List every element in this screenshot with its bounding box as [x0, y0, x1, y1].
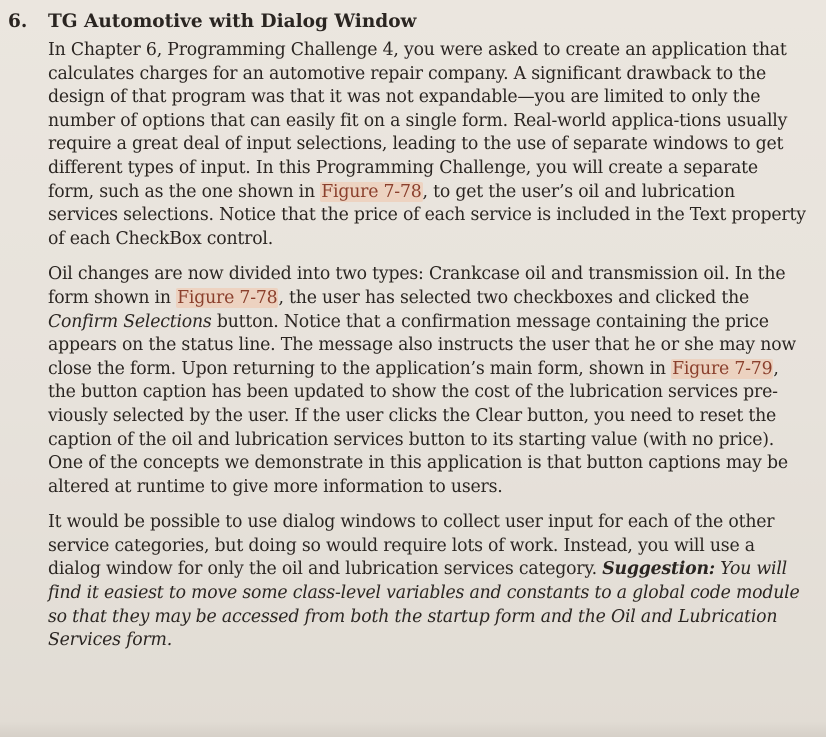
- suggestion-text: You will find it easiest to move some class-level variables and constants to a global code module so that they may be accessed from both the startup form and the Oil and Lubrication Services form.: [48, 559, 800, 651]
- paragraph-intro-text-1: In Chapter 6, Programming Challenge 4, you were asked to create an application that calculates charges for an automotive repair company. A significant drawback to the design of that program was that it was not expandable—you are limited to only the number of options that can easily fit on a single form. Real-world applica-tions usually require a great deal of input selections, leading to the use of separate windows to get different types of input. In this Programming Challenge, you will create a separate form, such as the one shown in: [48, 40, 788, 202]
- paragraph-oil-text-3: button. Notice that a confirmation message containing the price appears on the status line. The message also instructs the user that he or she may now close the form. Upon returning to the application’s main form, shown in: [48, 311, 796, 379]
- exercise-heading: [8, 10, 806, 34]
- suggestion-label: Suggestion:: [602, 559, 715, 580]
- page-bottom-edge: [0, 721, 826, 737]
- paragraph-oil-text-2: , the user has selected two checkboxes and clicked the: [278, 287, 750, 308]
- paragraph-intro-text-2: , to get the user’s oil and lubrication services selections. Notice that the price of each service is included in the Text property of each CheckBox control.: [48, 181, 806, 249]
- paragraph-oil-text-1: Oil changes are now divided into two types: Crankcase oil and transmission oil. In the form shown in: [48, 264, 786, 308]
- exercise-title: TG Automotive with Dialog Window: [48, 11, 417, 32]
- paragraph-oil-text-4: , the button caption has been updated to show the cost of the lubrication services pre-viously selected by the user. If the user clicks the Clear button, you need to reset the caption of the oil and lubrication services button to its starting value (with no price). One of the concepts we demonstrate in this application is that button captions may be altered at runtime to give more information to users.: [48, 358, 788, 497]
- paragraph-dialog-windows: [48, 511, 806, 653]
- paragraph-intro: [48, 39, 806, 251]
- confirm-selections-term: Confirm Selections: [48, 311, 212, 332]
- figure-reference: Figure 7-78: [177, 287, 278, 308]
- exercise-number: 6.: [8, 11, 28, 32]
- figure-reference: Figure 7-79: [672, 358, 773, 379]
- paragraph-dialog-text: It would be possible to use dialog windows to collect user input for each of the other service categories, but doing so would require lots of work. Instead, you will use a dialog window for only the oil and lubrication services category.: [48, 512, 775, 580]
- figure-reference: Figure 7-78: [321, 181, 422, 202]
- paragraph-oil-changes: [48, 263, 806, 499]
- exercise-body: [48, 39, 806, 653]
